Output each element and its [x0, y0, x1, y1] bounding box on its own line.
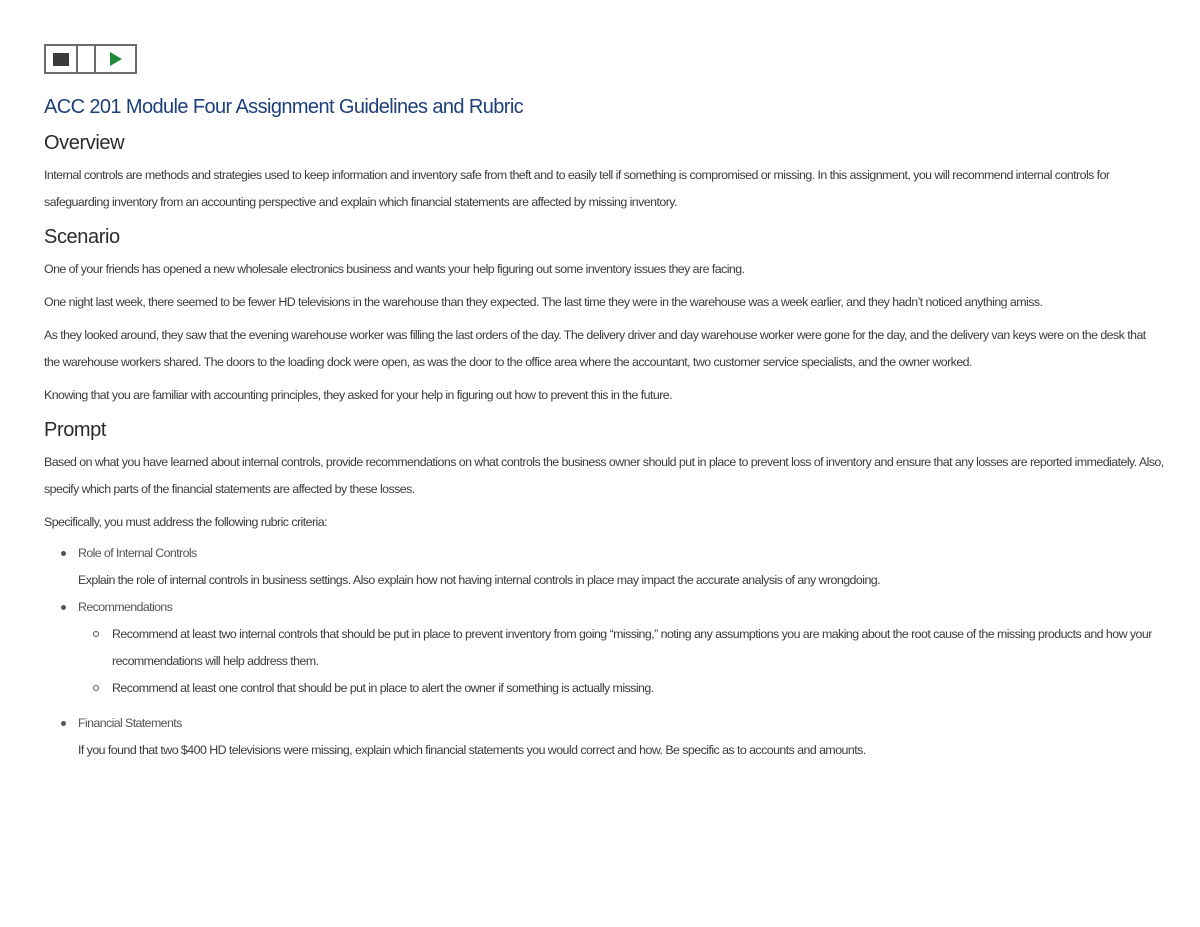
criterion-title: Financial Statements [78, 716, 182, 730]
document-page [44, 44, 1164, 764]
stop-icon [53, 53, 69, 66]
criterion-role-of-internal-controls [44, 540, 1164, 594]
sub-criterion [78, 621, 1164, 675]
criterion-recommendations [44, 594, 1164, 702]
toolbar-separator-button[interactable] [78, 46, 96, 72]
page-title: ACC 201 Module Four Assignment Guidelines and Rubric [44, 96, 524, 118]
criterion-text: If you found that two $400 HD televisions were missing, explain which financial statements you would correct and how. Be specific as to accounts and amounts. [78, 743, 866, 757]
criterion-title: Recommendations [78, 600, 173, 614]
scenario-paragraph: One night last week, there seemed to be fewer HD televisions in the warehouse than they expected. The last time they were in the warehouse was a week earlier, and they hadn’t noticed anything amiss. [44, 295, 1043, 309]
sub-criterion [78, 675, 1164, 702]
play-icon [110, 52, 122, 66]
overview-text: Internal controls are methods and strategies used to keep information and inventory safe from theft and to easily tell if something is compromised or missing. In this assignment, you will recommend internal controls for safeguarding inventory from an accounting perspective and explain which financial statements are affected by missing inventory. [44, 168, 1110, 209]
prompt-instruction: Specifically, you must address the following rubric criteria: [44, 515, 327, 529]
criterion-financial-statements [44, 710, 1164, 764]
prompt-heading: Prompt [44, 419, 107, 441]
rubric-criteria-list [44, 540, 1164, 764]
scenario-heading: Scenario [44, 226, 120, 248]
media-toolbar [44, 44, 137, 74]
criterion-text: Explain the role of internal controls in business settings. Also explain how not having internal controls in place may impact the accurate analysis of any wrongdoing. [78, 573, 881, 587]
scenario-paragraph: As they looked around, they saw that the evening warehouse worker was filling the last orders of the day. The delivery driver and day warehouse worker were gone for the day, and the delivery van keys were on the desk that the warehouse workers shared. The doors to the loading dock were open, as was the door to the office area where the accountant, two customer service specialists, and the owner worked. [44, 328, 1146, 369]
scenario-paragraph: Knowing that you are familiar with accounting principles, they asked for your help in figuring out how to prevent this in the future. [44, 388, 672, 402]
recommendations-sublist [78, 621, 1164, 702]
stop-button[interactable] [46, 46, 78, 72]
scenario-paragraph: One of your friends has opened a new wholesale electronics business and wants your help figuring out some inventory issues they are facing. [44, 262, 745, 276]
criterion-title: Role of Internal Controls [78, 546, 197, 560]
play-button[interactable] [96, 46, 135, 72]
overview-heading: Overview [44, 132, 125, 154]
prompt-paragraph: Based on what you have learned about internal controls, provide recommendations on what controls the business owner should put in place to prevent loss of inventory and ensure that any losses are reported immediately. Also, specify which parts of the financial statements are affected by these losses. [44, 455, 1164, 496]
sub-criterion-text: Recommend at least one control that should be put in place to alert the owner if something is actually missing. [112, 681, 654, 695]
sub-criterion-text: Recommend at least two internal controls that should be put in place to prevent inventory from going “missing,” noting any assumptions you are making about the root cause of the missing products and how your recommendations will help address them. [112, 627, 1152, 668]
